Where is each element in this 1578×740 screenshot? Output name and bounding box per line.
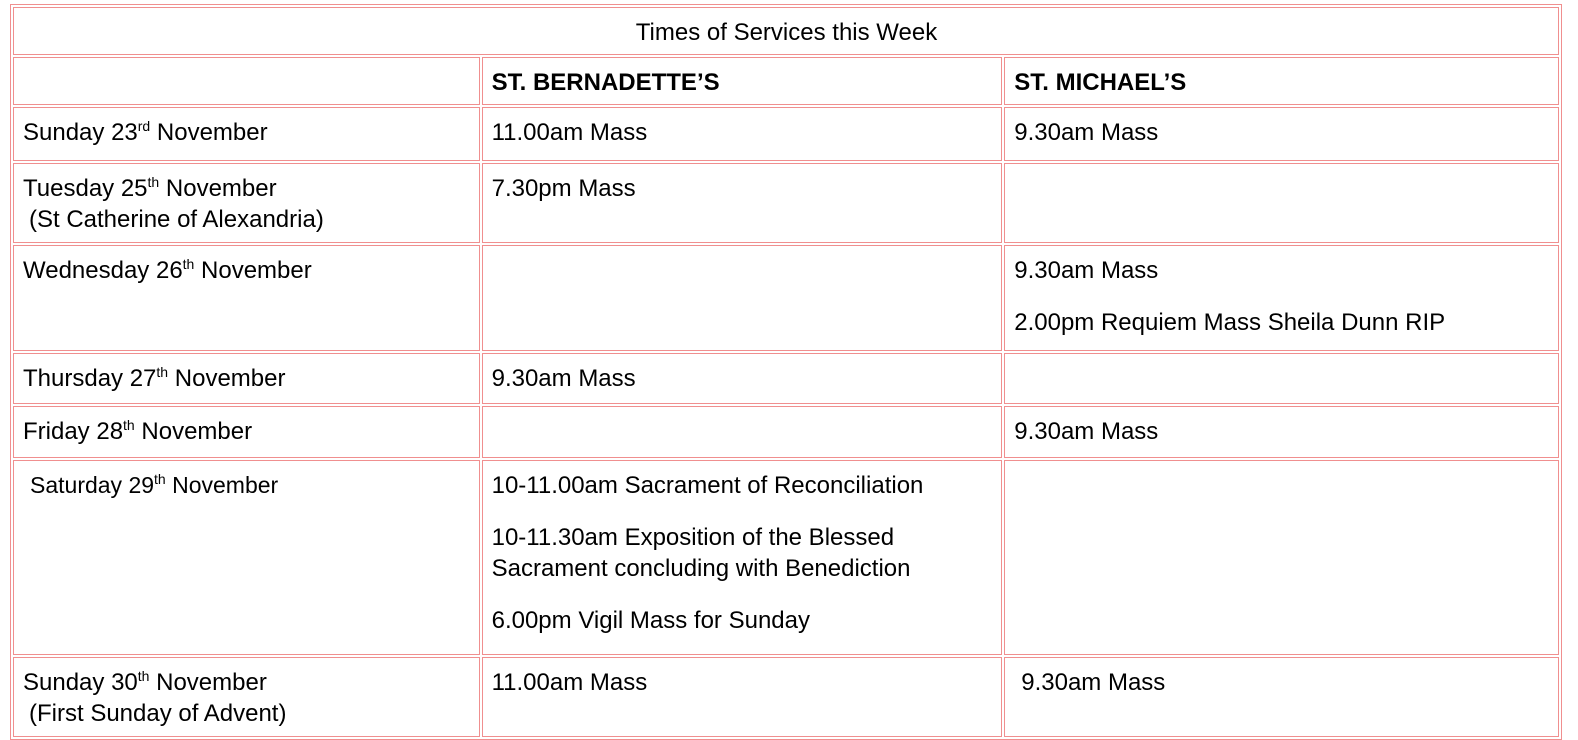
header-cell-st-bernadettes: ST. BERNADETTE’S (482, 57, 1003, 105)
ordinal-suffix: th (154, 471, 166, 487)
day-text: Friday 28 (23, 418, 124, 445)
michael-cell (1004, 107, 1559, 161)
table-row (13, 353, 1559, 404)
month-text: November (168, 365, 286, 392)
ordinal-suffix: rd (137, 118, 151, 134)
table-row (13, 163, 1559, 243)
header-row (13, 57, 1559, 105)
day-text: Wednesday 26 (23, 257, 183, 284)
michael-cell (1004, 245, 1559, 351)
day-cell (13, 245, 480, 351)
services-table (10, 4, 1562, 740)
day-cell (13, 163, 480, 243)
month-text: November (149, 669, 267, 696)
service-entry: 2.00pm Requiem Mass Sheila Dunn RIP (1014, 309, 1446, 336)
day-label (23, 470, 471, 501)
table-row (13, 245, 1559, 351)
table-row (13, 107, 1559, 161)
service-entry: 9.30am Mass (1021, 669, 1166, 696)
day-text: Thursday 27 (23, 365, 157, 392)
bernadette-cell (482, 657, 1003, 737)
service-entry: 10-11.00am Sacrament of Reconciliation (491, 472, 924, 499)
table-row (13, 657, 1559, 737)
header-cell-st-michaels: ST. MICHAEL’S (1004, 57, 1559, 105)
day-label (23, 117, 471, 148)
bernadette-cell (482, 460, 1003, 655)
service-entry: 6.00pm Vigil Mass for Sunday (491, 607, 810, 634)
table-row (13, 406, 1559, 458)
service-entry: 9.30am Mass (1014, 119, 1159, 146)
day-text: Sunday 23 (23, 119, 138, 146)
day-cell (13, 406, 480, 458)
ordinal-suffix: th (156, 364, 169, 380)
service-entry: 7.30pm Mass (491, 175, 636, 202)
day-label (23, 173, 471, 204)
feast-note: (St Catherine of Alexandria) (29, 206, 324, 233)
bernadette-cell (482, 163, 1003, 243)
ordinal-suffix: th (137, 668, 150, 684)
service-entry: 9.30am Mass (1014, 257, 1159, 284)
day-cell (13, 460, 480, 655)
bernadette-cell (482, 245, 1003, 351)
month-text: November (159, 175, 277, 202)
day-label (23, 363, 471, 394)
bernadette-cell (482, 353, 1003, 404)
table-title: Times of Services this Week (13, 7, 1559, 55)
day-text: Tuesday 25 (23, 175, 148, 202)
ordinal-suffix: th (147, 174, 160, 190)
michael-cell (1004, 657, 1559, 737)
day-label (23, 416, 471, 447)
day-cell (13, 107, 480, 161)
ordinal-suffix: th (123, 417, 135, 433)
michael-cell (1004, 163, 1559, 243)
day-cell (13, 657, 480, 737)
service-entry: 9.30am Mass (491, 365, 636, 392)
ordinal-suffix: th (182, 256, 195, 272)
month-text: November (194, 257, 312, 284)
day-label (23, 667, 471, 698)
service-entry: 10-11.30am Exposition of the Blessed Sacrament concluding with Benediction (491, 524, 911, 582)
feast-note: (First Sunday of Advent) (29, 700, 287, 727)
header-cell-day (13, 57, 480, 105)
day-text: Saturday 29 (30, 472, 155, 498)
month-text: November (165, 472, 279, 498)
table-row (13, 460, 1559, 655)
day-cell (13, 353, 480, 404)
service-entry: 11.00am Mass (491, 669, 648, 696)
title-row (13, 7, 1559, 55)
michael-cell (1004, 460, 1559, 655)
service-entry: 9.30am Mass (1014, 418, 1159, 445)
month-text: November (150, 119, 268, 146)
michael-cell (1004, 353, 1559, 404)
bernadette-cell (482, 406, 1003, 458)
bernadette-cell (482, 107, 1003, 161)
service-entry: 11.00am Mass (491, 119, 648, 146)
month-text: November (134, 418, 253, 445)
day-text: Sunday 30 (23, 669, 138, 696)
day-label (23, 255, 471, 286)
michael-cell (1004, 406, 1559, 458)
